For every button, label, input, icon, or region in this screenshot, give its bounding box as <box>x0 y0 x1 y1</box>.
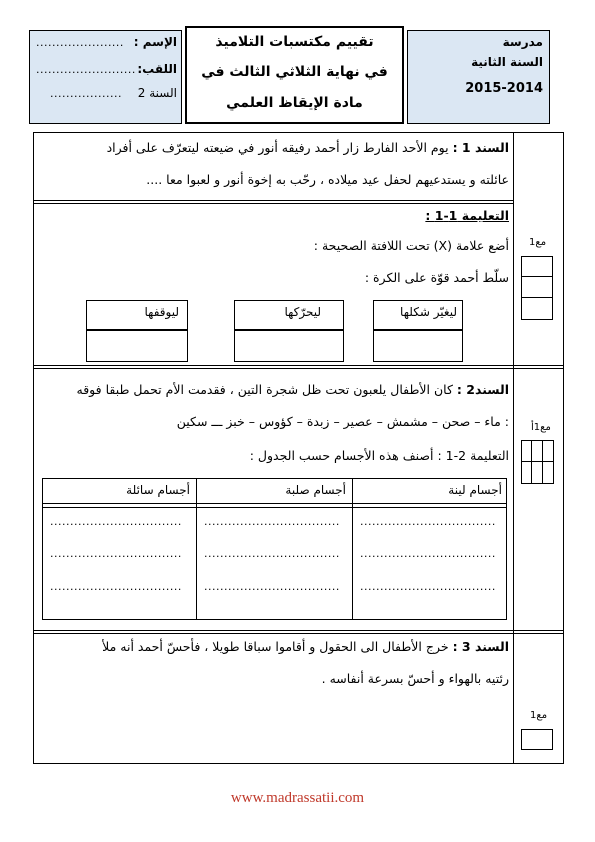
instruction-2-1: التعليمة 2-1 : أصنف هذه الأجسام حسب الجدول : <box>249 448 509 463</box>
school-info-box <box>407 30 550 124</box>
sanad1-text-2: عائلته و يستدعيهم لحفل عيد ميلاده ، رحّب به إخوة أنور و لعبوا معا .... <box>146 172 509 187</box>
sanad2-text-1: كان الأطفال يلعبون تحت ظل شجرة التين ، فقدمت الأم تحمل طبقا فوقه <box>76 382 453 397</box>
table-col-divider-2 <box>196 478 197 620</box>
title-line-2: في نهاية الثلاثي الثالث في <box>201 64 388 80</box>
sanad1-text-1: يوم الأحد الفارط زار أحمد رفيقه أنور في ضيعته ليتعرّف على أفراد <box>106 140 449 155</box>
class-label: السنة 2 <box>137 86 177 100</box>
sanad2-label: السند2 : <box>456 382 509 397</box>
name-field[interactable]: ...................... <box>36 36 124 49</box>
instruction-1-1-question: سلّط أحمد قوّة على الكرة : <box>364 270 509 285</box>
instruction-1-1-text: أضع علامة (X) تحت اللافتة الصحيحة : <box>313 238 509 253</box>
student-info-box <box>29 30 182 124</box>
option-stop: ليوقفها <box>86 300 188 330</box>
criterion-2-score-6[interactable] <box>543 462 554 484</box>
table-cell-soft-3[interactable]: .................................. <box>360 580 496 593</box>
title-line-3: مادة الإيقاظ العلمي <box>226 95 363 111</box>
criterion-3-label: مع1 <box>530 710 548 721</box>
table-cell-soft-2[interactable]: .................................. <box>360 547 496 560</box>
criterion-2-score-5[interactable] <box>532 462 543 484</box>
table-header-divider <box>42 503 507 504</box>
sanad2-text-2: : ماء – صحن – مشمش – عصير – زبدة – كؤوس – خبز ـــ سكين <box>176 414 509 429</box>
table-header-soft: أجسام لينة <box>448 483 502 497</box>
name-label: الإسم : <box>133 35 177 49</box>
sanad3-text-1: خرج الأطفال الى الحقول و أقاموا سباقا طويلا ، فأحسّ أحمد أنه ملأ <box>102 639 449 654</box>
answer-box-change-shape[interactable] <box>373 330 463 362</box>
criterion-2-score-1[interactable] <box>521 440 532 462</box>
table-col-divider-1 <box>352 478 353 620</box>
criterion-3-score[interactable] <box>521 729 553 750</box>
sanad3-text-2: رئتيه بالهواء و أحسّ بسرعة أنفاسه . <box>321 671 509 686</box>
footer-website[interactable]: www.madrassatii.com <box>230 790 365 806</box>
table-cell-liquid-1[interactable]: ................................. <box>50 515 182 528</box>
sanad2-line1 <box>77 382 510 397</box>
answer-box-move[interactable] <box>234 330 344 362</box>
table-header-solid: أجسام صلبة <box>285 483 346 497</box>
sanad1-line1 <box>107 140 509 155</box>
divider-3b <box>33 633 564 634</box>
table-cell-liquid-2[interactable]: ................................. <box>50 547 182 560</box>
exam-title-box <box>185 26 404 124</box>
criterion-1-score-3[interactable] <box>521 298 553 320</box>
option-move: ليحرّكها <box>234 300 344 330</box>
criterion-2-label: مع1أ <box>531 422 551 433</box>
class-field[interactable]: .................. <box>50 87 122 100</box>
table-header-divider-2 <box>42 507 507 508</box>
criterion-2-score-2[interactable] <box>532 440 543 462</box>
margin-divider <box>513 132 514 764</box>
sanad1-label: السند 1 : <box>452 140 509 155</box>
table-header-liquid: أجسام سائلة <box>126 483 190 497</box>
criterion-2-score-3[interactable] <box>543 440 554 462</box>
criterion-1-score-2[interactable] <box>521 277 553 298</box>
title-line-1: تقييم مكتسبات التلاميذ <box>215 34 374 50</box>
table-cell-soft-1[interactable]: .................................. <box>360 515 496 528</box>
divider-1b <box>33 203 514 204</box>
table-cell-solid-3[interactable]: .................................. <box>204 580 340 593</box>
divider-3a <box>33 630 564 631</box>
criterion-1-label: مع1 <box>529 237 547 248</box>
table-cell-solid-2[interactable]: .................................. <box>204 547 340 560</box>
answer-box-stop[interactable] <box>86 330 188 362</box>
school-year: 2015-2014 <box>465 81 543 96</box>
surname-label: اللقب: <box>137 62 177 76</box>
table-cell-solid-1[interactable]: .................................. <box>204 515 340 528</box>
divider-2b <box>33 368 564 369</box>
school-label: مدرسة <box>502 35 543 49</box>
option-change-shape: ليغيّر شكلها <box>373 300 463 330</box>
table-cell-liquid-3[interactable]: ................................. <box>50 580 182 593</box>
instruction-1-1-title: التعليمة 1-1 : <box>425 208 509 223</box>
sanad3-label: السند 3 : <box>452 639 509 654</box>
sanad3-line1 <box>102 639 509 654</box>
divider-1a <box>33 200 514 201</box>
divider-2a <box>33 365 564 366</box>
criterion-1-score-1[interactable] <box>521 256 553 277</box>
grade-label: السنة الثانية <box>471 55 543 69</box>
surname-field[interactable]: ......................... <box>36 63 136 76</box>
criterion-2-score-4[interactable] <box>521 462 532 484</box>
